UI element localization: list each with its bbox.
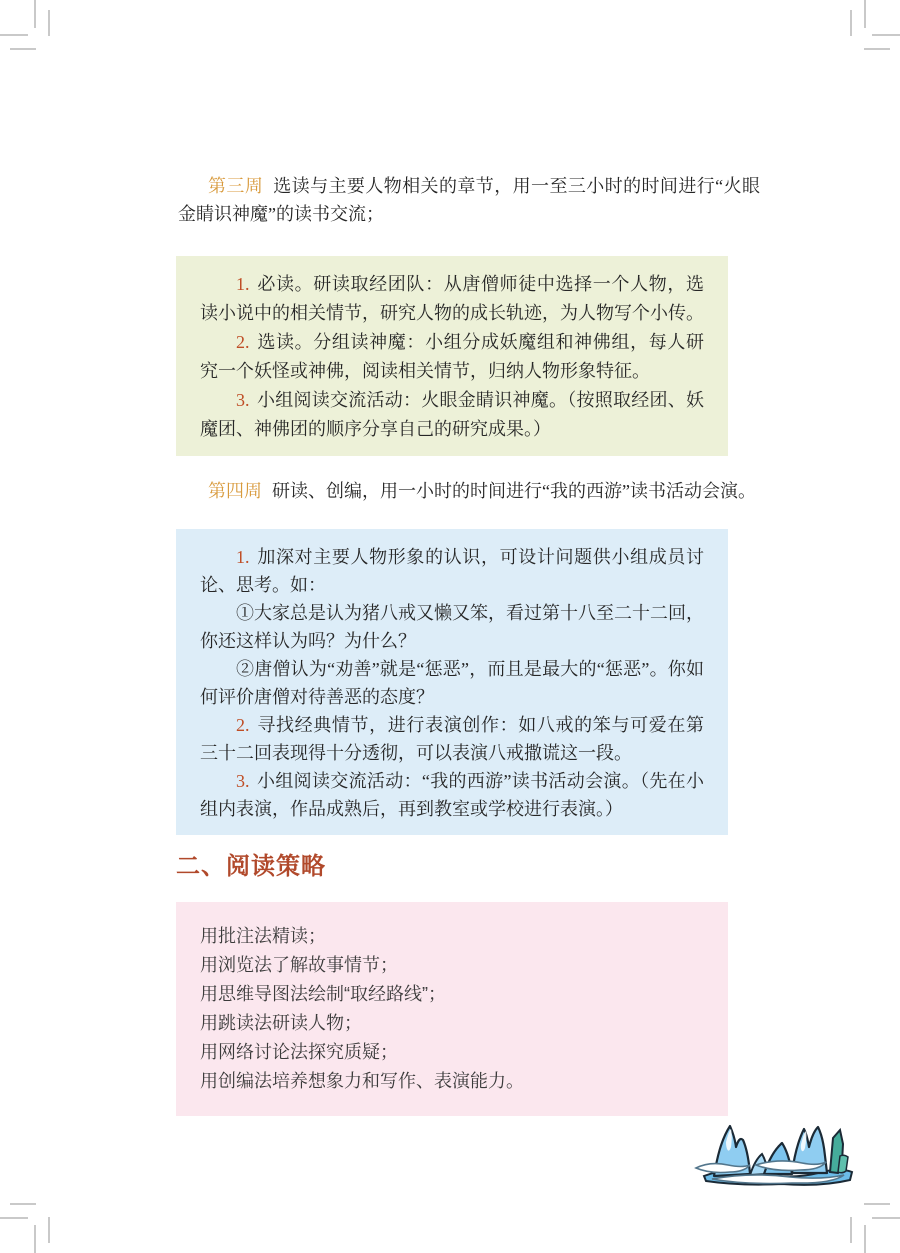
strategy-line: 用网络讨论法探究质疑； — [200, 1042, 398, 1062]
blue-activity-box — [176, 529, 728, 835]
crop-mark-bottom-left — [0, 1199, 54, 1253]
mountains-illustration-icon — [690, 1116, 862, 1188]
strategy-line: 用思维导图法绘制“取经路线”； — [200, 984, 446, 1004]
strategy-line: 用批注法精读； — [200, 926, 326, 946]
item-text: ①大家总是认为猪八戒又懒又笨，看过第十八至二十二回，你还这样认为吗？为什么？ — [200, 603, 704, 651]
pink-strategy-box — [176, 902, 728, 1116]
green-activity-box — [176, 256, 728, 456]
item-number: 1. — [236, 547, 250, 567]
crop-mark-bottom-right — [846, 1199, 900, 1253]
crop-mark-top-right — [846, 0, 900, 54]
week4-label: 第四周 — [208, 481, 262, 501]
item-number: 3. — [236, 390, 250, 410]
blue-box-item — [200, 543, 704, 599]
item-text: 加深对主要人物形象的认识，可设计问题供小组成员讨论、思考。如： — [200, 547, 704, 595]
item-number: 2. — [236, 715, 250, 735]
paragraph-week3 — [178, 172, 760, 228]
item-text: 必读。研读取经团队：从唐僧师徒中选择一个人物，选读小说中的相关情节，研究人物的成长轨迹，为人物写个小传。 — [200, 274, 704, 323]
strategy-line: 用浏览法了解故事情节； — [200, 955, 398, 975]
green-box-item — [200, 270, 704, 328]
item-number: 2. — [236, 332, 250, 352]
week3-label: 第三周 — [208, 176, 264, 196]
green-box-item — [200, 328, 704, 386]
paragraph-week4 — [178, 477, 760, 505]
item-text: 寻找经典情节，进行表演创作：如八戒的笨与可爱在第三十二回表现得十分透彻，可以表演八戒撒谎这一段。 — [200, 715, 704, 763]
week3-text: 选读与主要人物相关的章节，用一至三小时的时间进行“火眼金睛识神魔”的读书交流； — [178, 176, 760, 224]
blue-box-item — [200, 711, 704, 767]
strategy-line: 用跳读法研读人物； — [200, 1013, 362, 1033]
blue-box-subitem — [200, 655, 704, 711]
strategy-line: 用创编法培养想象力和写作、表演能力。 — [200, 1071, 524, 1091]
green-box-item — [200, 386, 704, 444]
item-text: 选读。分组读神魔：小组分成妖魔组和神佛组，每人研究一个妖怪或神佛，阅读相关情节，归纳人物形象特征。 — [200, 332, 704, 381]
blue-box-item — [200, 767, 704, 823]
item-number: 1. — [236, 274, 250, 294]
item-number: 3. — [236, 771, 250, 791]
week4-text: 研读、创编，用一小时的时间进行“我的西游”读书活动会演。 — [272, 481, 756, 501]
blue-box-subitem — [200, 599, 704, 655]
item-text: ②唐僧认为“劝善”就是“惩恶”，而且是最大的“惩恶”。你如何评价唐僧对待善恶的态度？ — [200, 659, 704, 707]
item-text: 小组阅读交流活动：火眼金睛识神魔。（按照取经团、妖魔团、神佛团的顺序分享自己的研究成果。） — [200, 390, 704, 439]
item-text: 小组阅读交流活动：“我的西游”读书活动会演。（先在小组内表演，作品成熟后，再到教室或学校进行表演。） — [200, 771, 704, 819]
crop-mark-top-left — [0, 0, 54, 54]
section-heading-reading-strategies: 二、阅读策略 — [176, 853, 326, 880]
